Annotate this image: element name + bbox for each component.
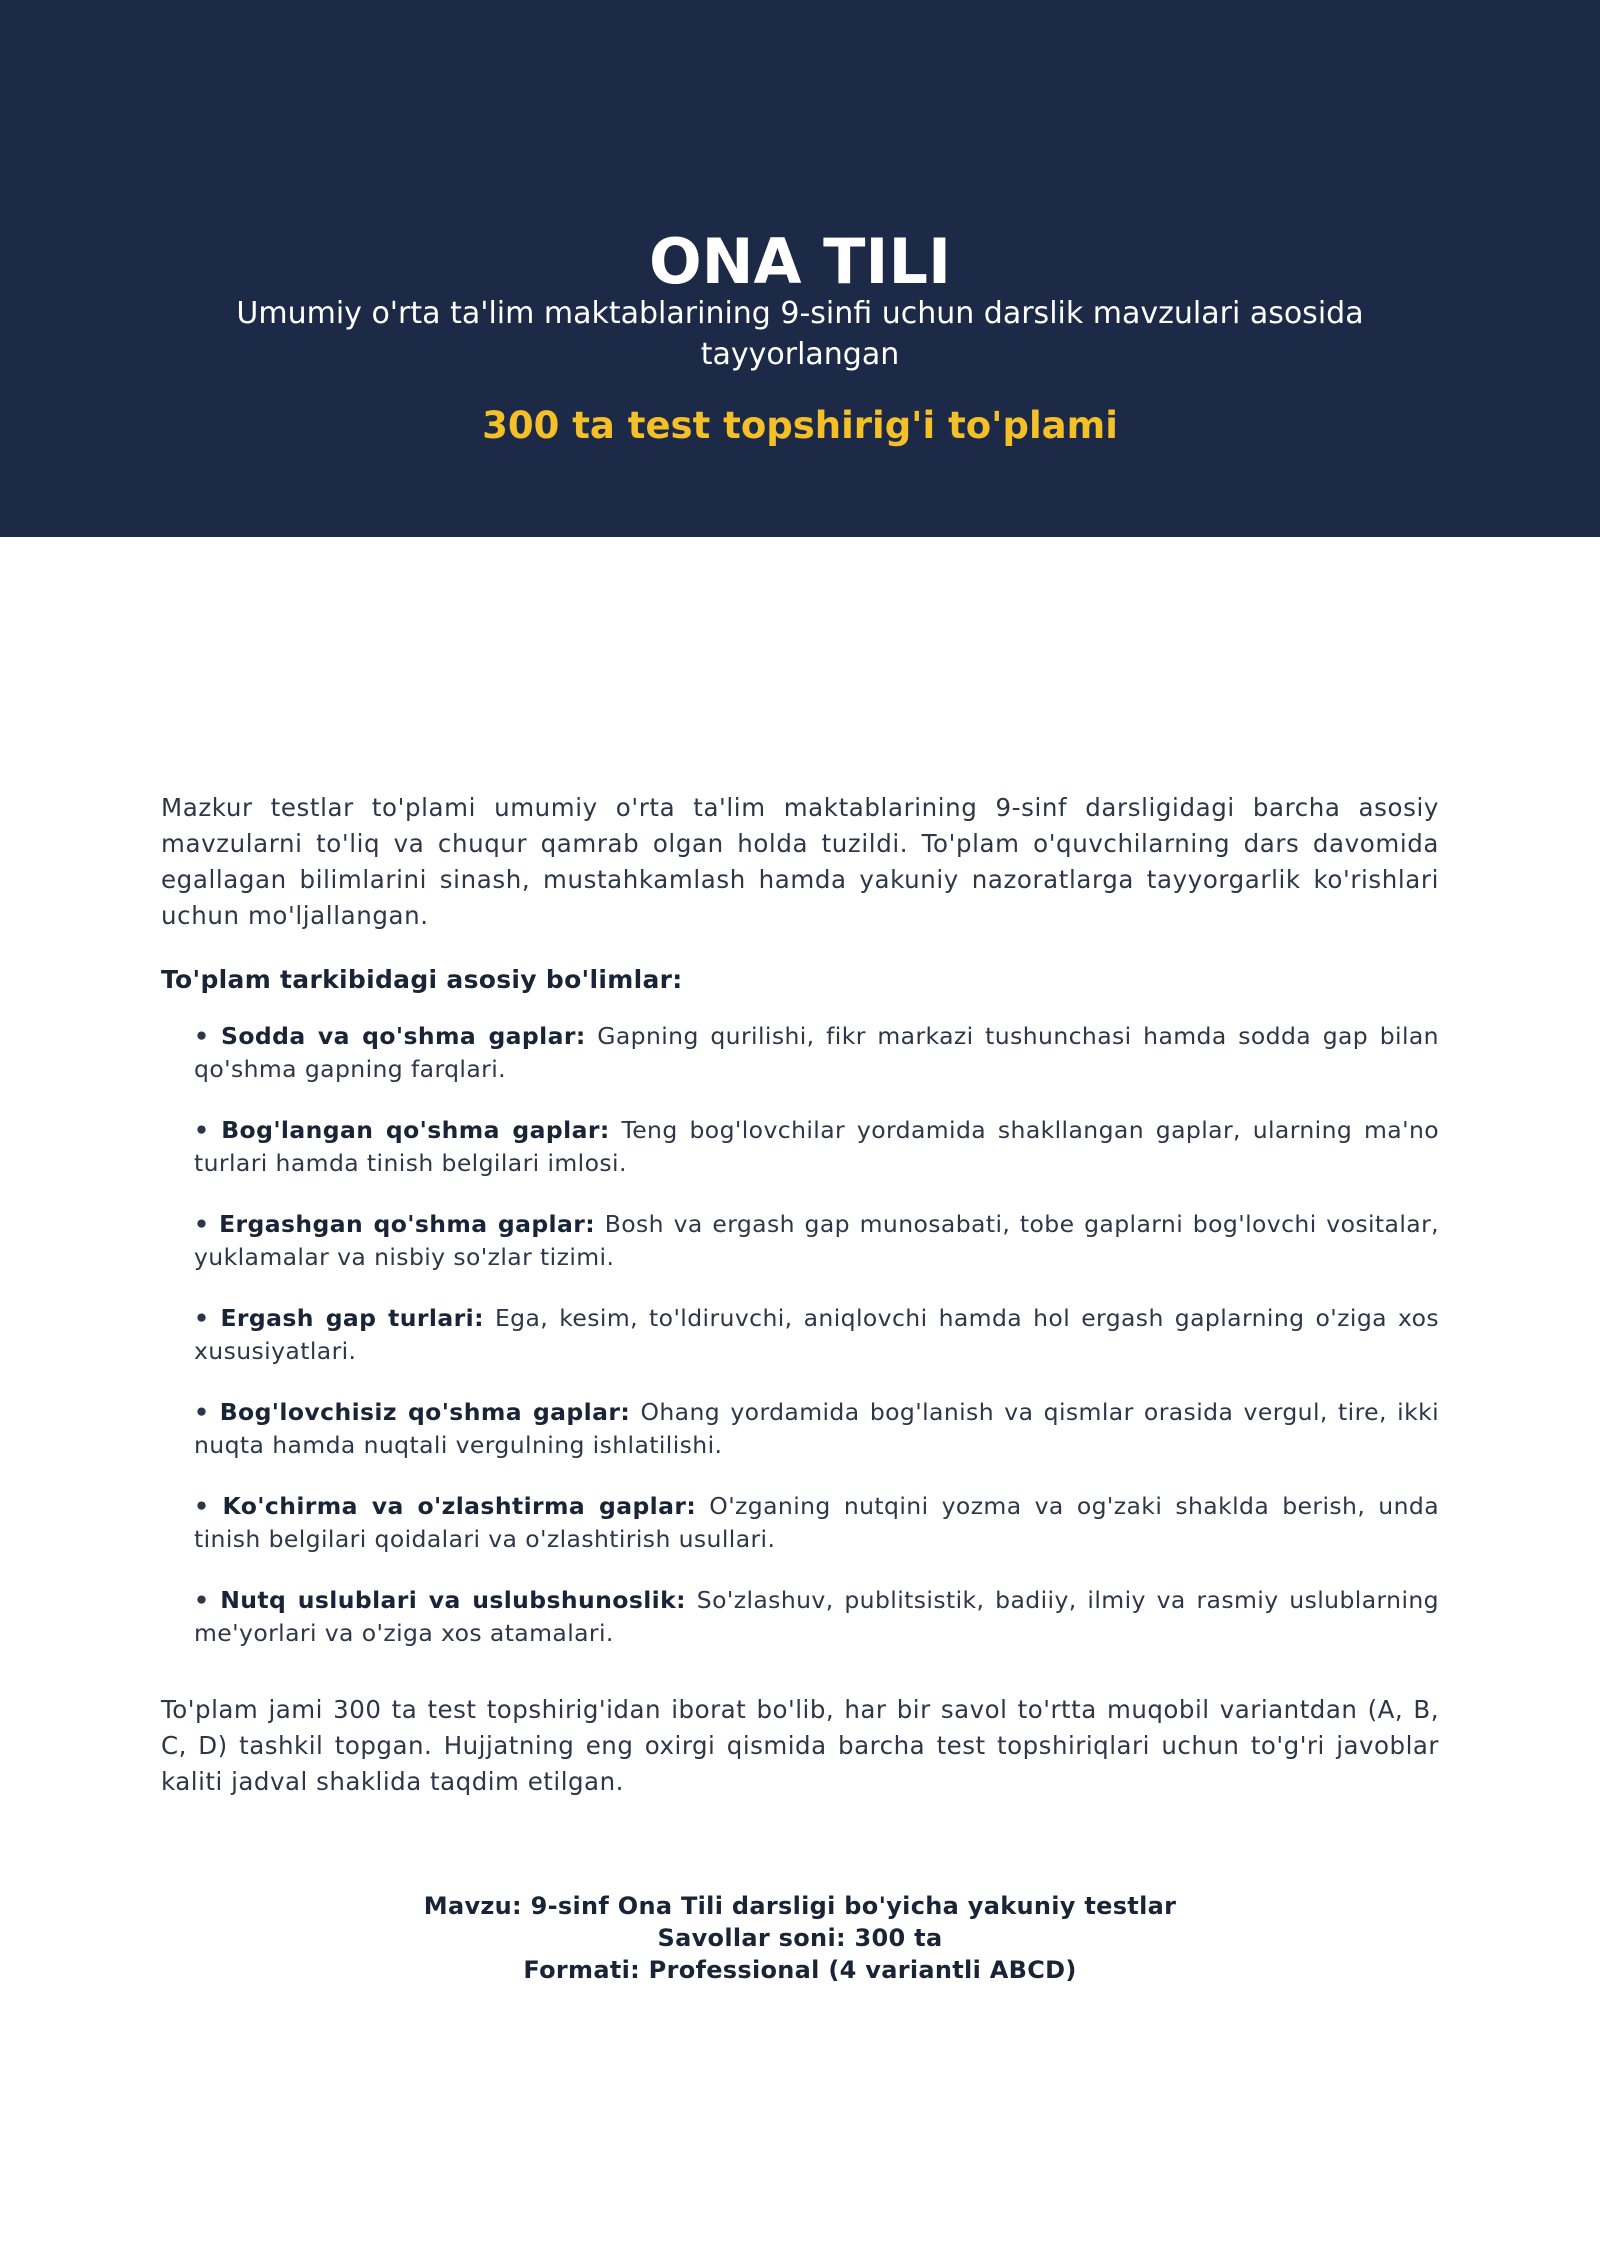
section-item-title: Bog'langan qo'shma gaplar:	[221, 1116, 610, 1144]
section-item-ergash-gap-turlari	[194, 1302, 1439, 1368]
section-item-ergashgan	[194, 1208, 1439, 1274]
bullet-icon: •	[194, 1586, 210, 1614]
sections-list	[161, 1020, 1439, 1650]
section-item-title: Nutq uslublari va uslubshunoslik:	[220, 1586, 686, 1614]
section-item-title: Ko'chirma va o'zlashtirma gaplar:	[222, 1492, 697, 1520]
section-item-title: Ergashgan qo'shma gaplar:	[219, 1210, 596, 1238]
document-tagline: 300 ta test topshirig'i to'plami	[482, 404, 1118, 447]
meta-topic: Mavzu: 9-sinf Ona Tili darsligi bo'yicha yakuniy testlar	[423, 1892, 1177, 1920]
section-item-nutq-uslublari	[194, 1584, 1439, 1650]
section-item-text: O'zganing nutqini yozma va og'zaki shaklda berish, unda tinish belgilari qoidalari va o'zlashtirish usullari.	[194, 1492, 1440, 1553]
section-item-text: Teng bog'lovchilar yordamida shakllangan gaplar, ularning ma'no turlari hamda tinish belgilari imlosi.	[194, 1116, 1440, 1177]
document-subtitle: Umumiy o'rta ta'lim maktablarining 9-sinfi uchun darslik mavzulari asosida tayyorlangan	[236, 296, 1364, 372]
summary-paragraph: To'plam jami 300 ta test topshirig'idan iborat bo'lib, har bir savol to'rtta muqobil variantdan (A, B, C, D) tashkil topgan. Hujjatning eng oxirgi qismida barcha test topshiriqlari uchun to'g'ri javoblar kaliti jadval shaklida taqdim etilgan.	[161, 1695, 1439, 1796]
sections-heading: To'plam tarkibidagi asosiy bo'limlar:	[161, 965, 683, 994]
meta-format: Formati: Professional (4 variantli ABCD)	[523, 1956, 1077, 1984]
section-item-kochirma	[194, 1490, 1439, 1556]
document-body	[161, 790, 1439, 1986]
section-item-boglangan	[194, 1114, 1439, 1180]
document-meta	[161, 1890, 1439, 1986]
section-item-text: Gapning qurilishi, fikr markazi tushunchasi hamda sodda gap bilan qo'shma gapning farqlari.	[194, 1022, 1439, 1083]
section-item-title: Sodda va qo'shma gaplar:	[221, 1022, 586, 1050]
bullet-icon: •	[194, 1492, 210, 1520]
bullet-icon: •	[194, 1210, 210, 1238]
bullet-icon: •	[194, 1304, 210, 1332]
intro-paragraph: Mazkur testlar to'plami umumiy o'rta ta'lim maktablarining 9-sinf darsligidagi barcha asosiy mavzularni to'liq va chuqur qamrab olgan holda tuzildi. To'plam o'quvchilarning dars davomida egallagan bilimlarini sinash, mustahkamlash hamda yakuniy nazoratlarga tayyorgarlik ko'rishlari uchun mo'ljallangan.	[161, 793, 1439, 930]
section-item-text: Ega, kesim, to'ldiruvchi, aniqlovchi hamda hol ergash gaplarning o'ziga xos xususiyatlari.	[194, 1304, 1439, 1365]
section-item-title: Ergash gap turlari:	[220, 1304, 484, 1332]
bullet-icon: •	[194, 1398, 210, 1426]
section-item-title: Bog'lovchisiz qo'shma gaplar:	[219, 1398, 631, 1426]
cover-header	[0, 0, 1600, 537]
document-title: ONA TILI	[648, 225, 952, 298]
section-item-sodda-qoshma	[194, 1020, 1439, 1086]
section-item-text: Bosh va ergash gap munosabati, tobe gaplarni bog'lovchi vositalar, yuklamalar va nisbiy so'zlar tizimi.	[194, 1210, 1440, 1271]
bullet-icon: •	[194, 1116, 210, 1144]
bullet-icon: •	[194, 1022, 210, 1050]
section-item-text: Ohang yordamida bog'lanish va qismlar orasida vergul, tire, ikki nuqta hamda nuqtali vergulning ishlatilishi.	[194, 1398, 1440, 1459]
section-item-text: So'zlashuv, publitsistik, badiiy, ilmiy va rasmiy uslublarning me'yorlari va o'ziga xos atamalari.	[194, 1586, 1439, 1647]
meta-question-count: Savollar soni: 300 ta	[657, 1924, 943, 1952]
section-item-boglovchisiz	[194, 1396, 1439, 1462]
